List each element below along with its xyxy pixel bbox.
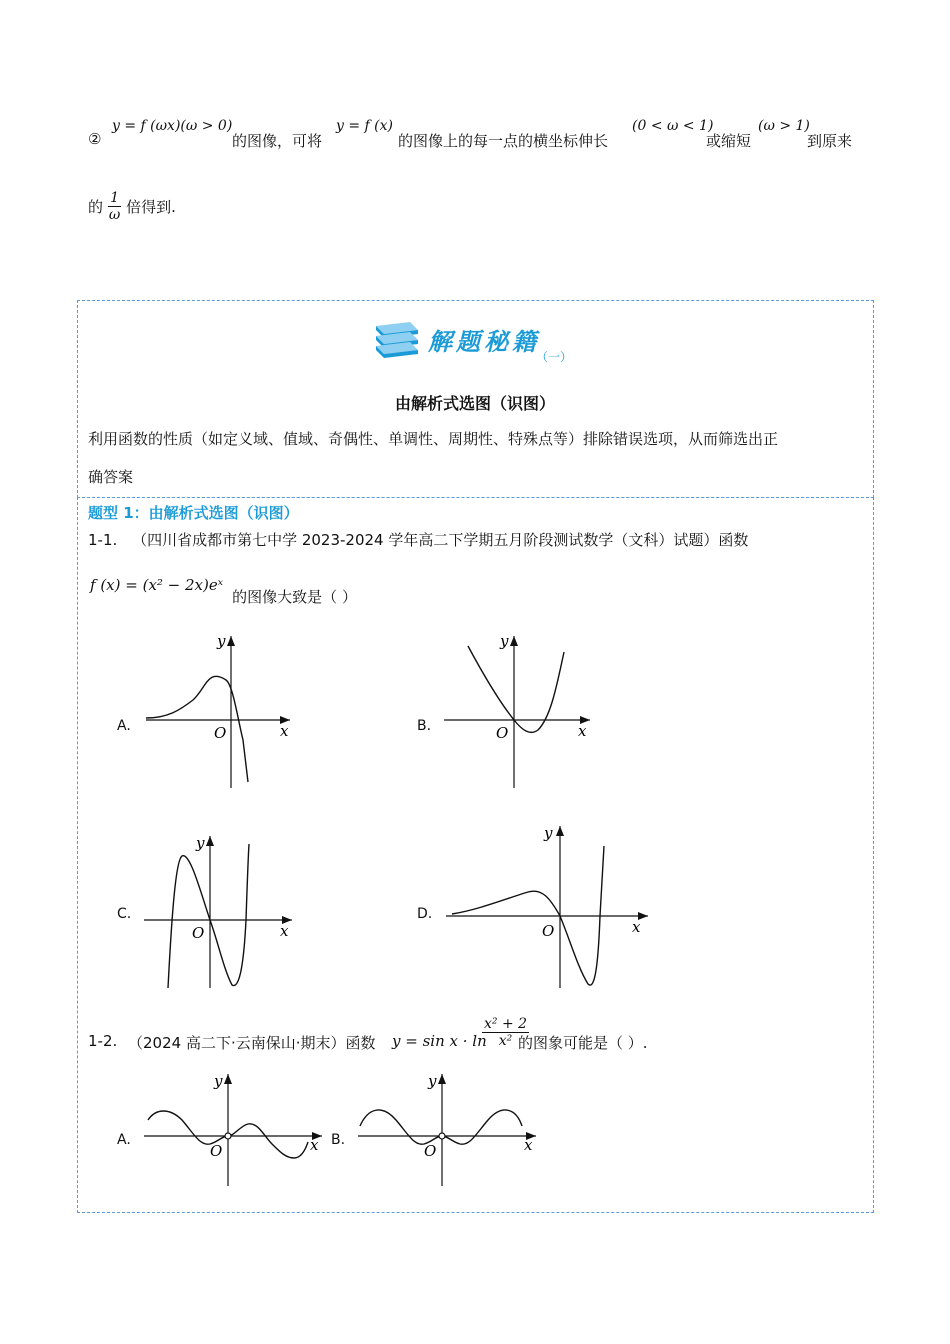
q2-source: （2024 高二下·云南保山·期末）函数 [128,1034,376,1052]
q1-formula-line [90,574,357,606]
intro-text-4: 到原来 [807,132,853,150]
q1-option-b-label: B. [417,718,432,734]
q2-option-a-label: A. [117,1132,131,1148]
q1-ask: 的图像大致是（ ） [232,588,357,606]
banner-sub: （一） [536,350,573,364]
q2a-y-label: y [214,1072,223,1090]
q1-number: 1-1. [88,531,118,549]
q2b-y-label: y [428,1072,437,1090]
q2a-origin-label: O [210,1142,223,1160]
q2-graph-a [138,1068,328,1188]
q2-ask: 的图象可能是（ ）. [518,1034,648,1052]
q2-fraction-numerator: x² + 2 [484,1016,528,1032]
q1-source: （四川省成都市第七中学 2023-2024 学年高二下学期五月阶段测试数学（文科）试题）函数 [132,531,749,549]
q1-graph-d [438,822,658,992]
intro-line-1 [88,118,868,158]
q1-option-a-label: A. [117,718,131,734]
formula-f-omega-x: y = f (ωx)(ω > 0) [112,118,233,134]
intro-line-2 [88,190,176,234]
q2-number: 1-2. [88,1032,118,1050]
q1b-x-label: x [578,722,587,740]
fraction-one-over-omega [108,190,121,223]
q2-graph-b [352,1068,542,1188]
q1-option-c-label: C. [117,906,132,922]
q1-graph-b [438,630,598,790]
q1-option-d-label: D. [417,906,433,922]
q1-graph-a [138,630,298,790]
fraction-numerator: 1 [110,190,120,206]
q1c-x-label: x [280,922,289,940]
intro-line2-suffix: 倍得到. [126,198,176,216]
q1a-y-label: y [217,632,226,650]
q2-fraction-denominator: x² [498,1033,513,1049]
q1-formula: f (x) = (x² − 2x)eˣ [90,576,224,594]
q1a-origin-label: O [214,724,227,742]
q1b-y-label: y [500,632,509,650]
books-icon [372,318,422,364]
banner-title: 解题秘籍 [428,327,540,356]
section-para-2: 确答案 [88,468,134,486]
type-title: 题型 1：由解析式选图（识图） [88,504,299,522]
q1-line [88,529,748,550]
q2-option-b-label: B. [331,1132,346,1148]
q2b-x-label: x [524,1136,533,1154]
q2-line [88,1014,848,1064]
q2a-x-label: x [310,1136,319,1154]
q1b-origin-label: O [496,724,509,742]
section-para-1: 利用函数的性质（如定义域、值域、奇偶性、单调性、周期性、特殊点等）排除错误选项，从而筛选出正 [88,430,779,448]
banner [372,316,582,366]
intro-line2-prefix: 的 [88,198,104,216]
q1c-y-label: y [196,834,205,852]
condition-stretch: (0 < ω < 1) [632,118,714,134]
q2b-origin-label: O [424,1142,437,1160]
q1d-y-label: y [544,824,553,842]
condition-shrink: (ω > 1) [758,118,810,134]
q1c-origin-label: O [192,924,205,942]
q1-graph-c [138,830,298,990]
circle-number: ② [88,130,102,148]
q1d-x-label: x [632,918,641,936]
intro-text-1: 的图像，可将 [232,132,323,150]
q2-formula: y = sin x · ln [392,1032,487,1050]
section-heading: 由解析式选图（识图） [394,394,555,413]
formula-f-x: y = f (x) [336,118,393,134]
q1a-x-label: x [280,722,289,740]
intro-text-2: 的图像上的每一点的横坐标伸长 [398,132,609,150]
fraction-denominator: ω [108,207,121,223]
intro-text-3: 或缩短 [706,132,752,150]
q1d-origin-label: O [542,922,555,940]
